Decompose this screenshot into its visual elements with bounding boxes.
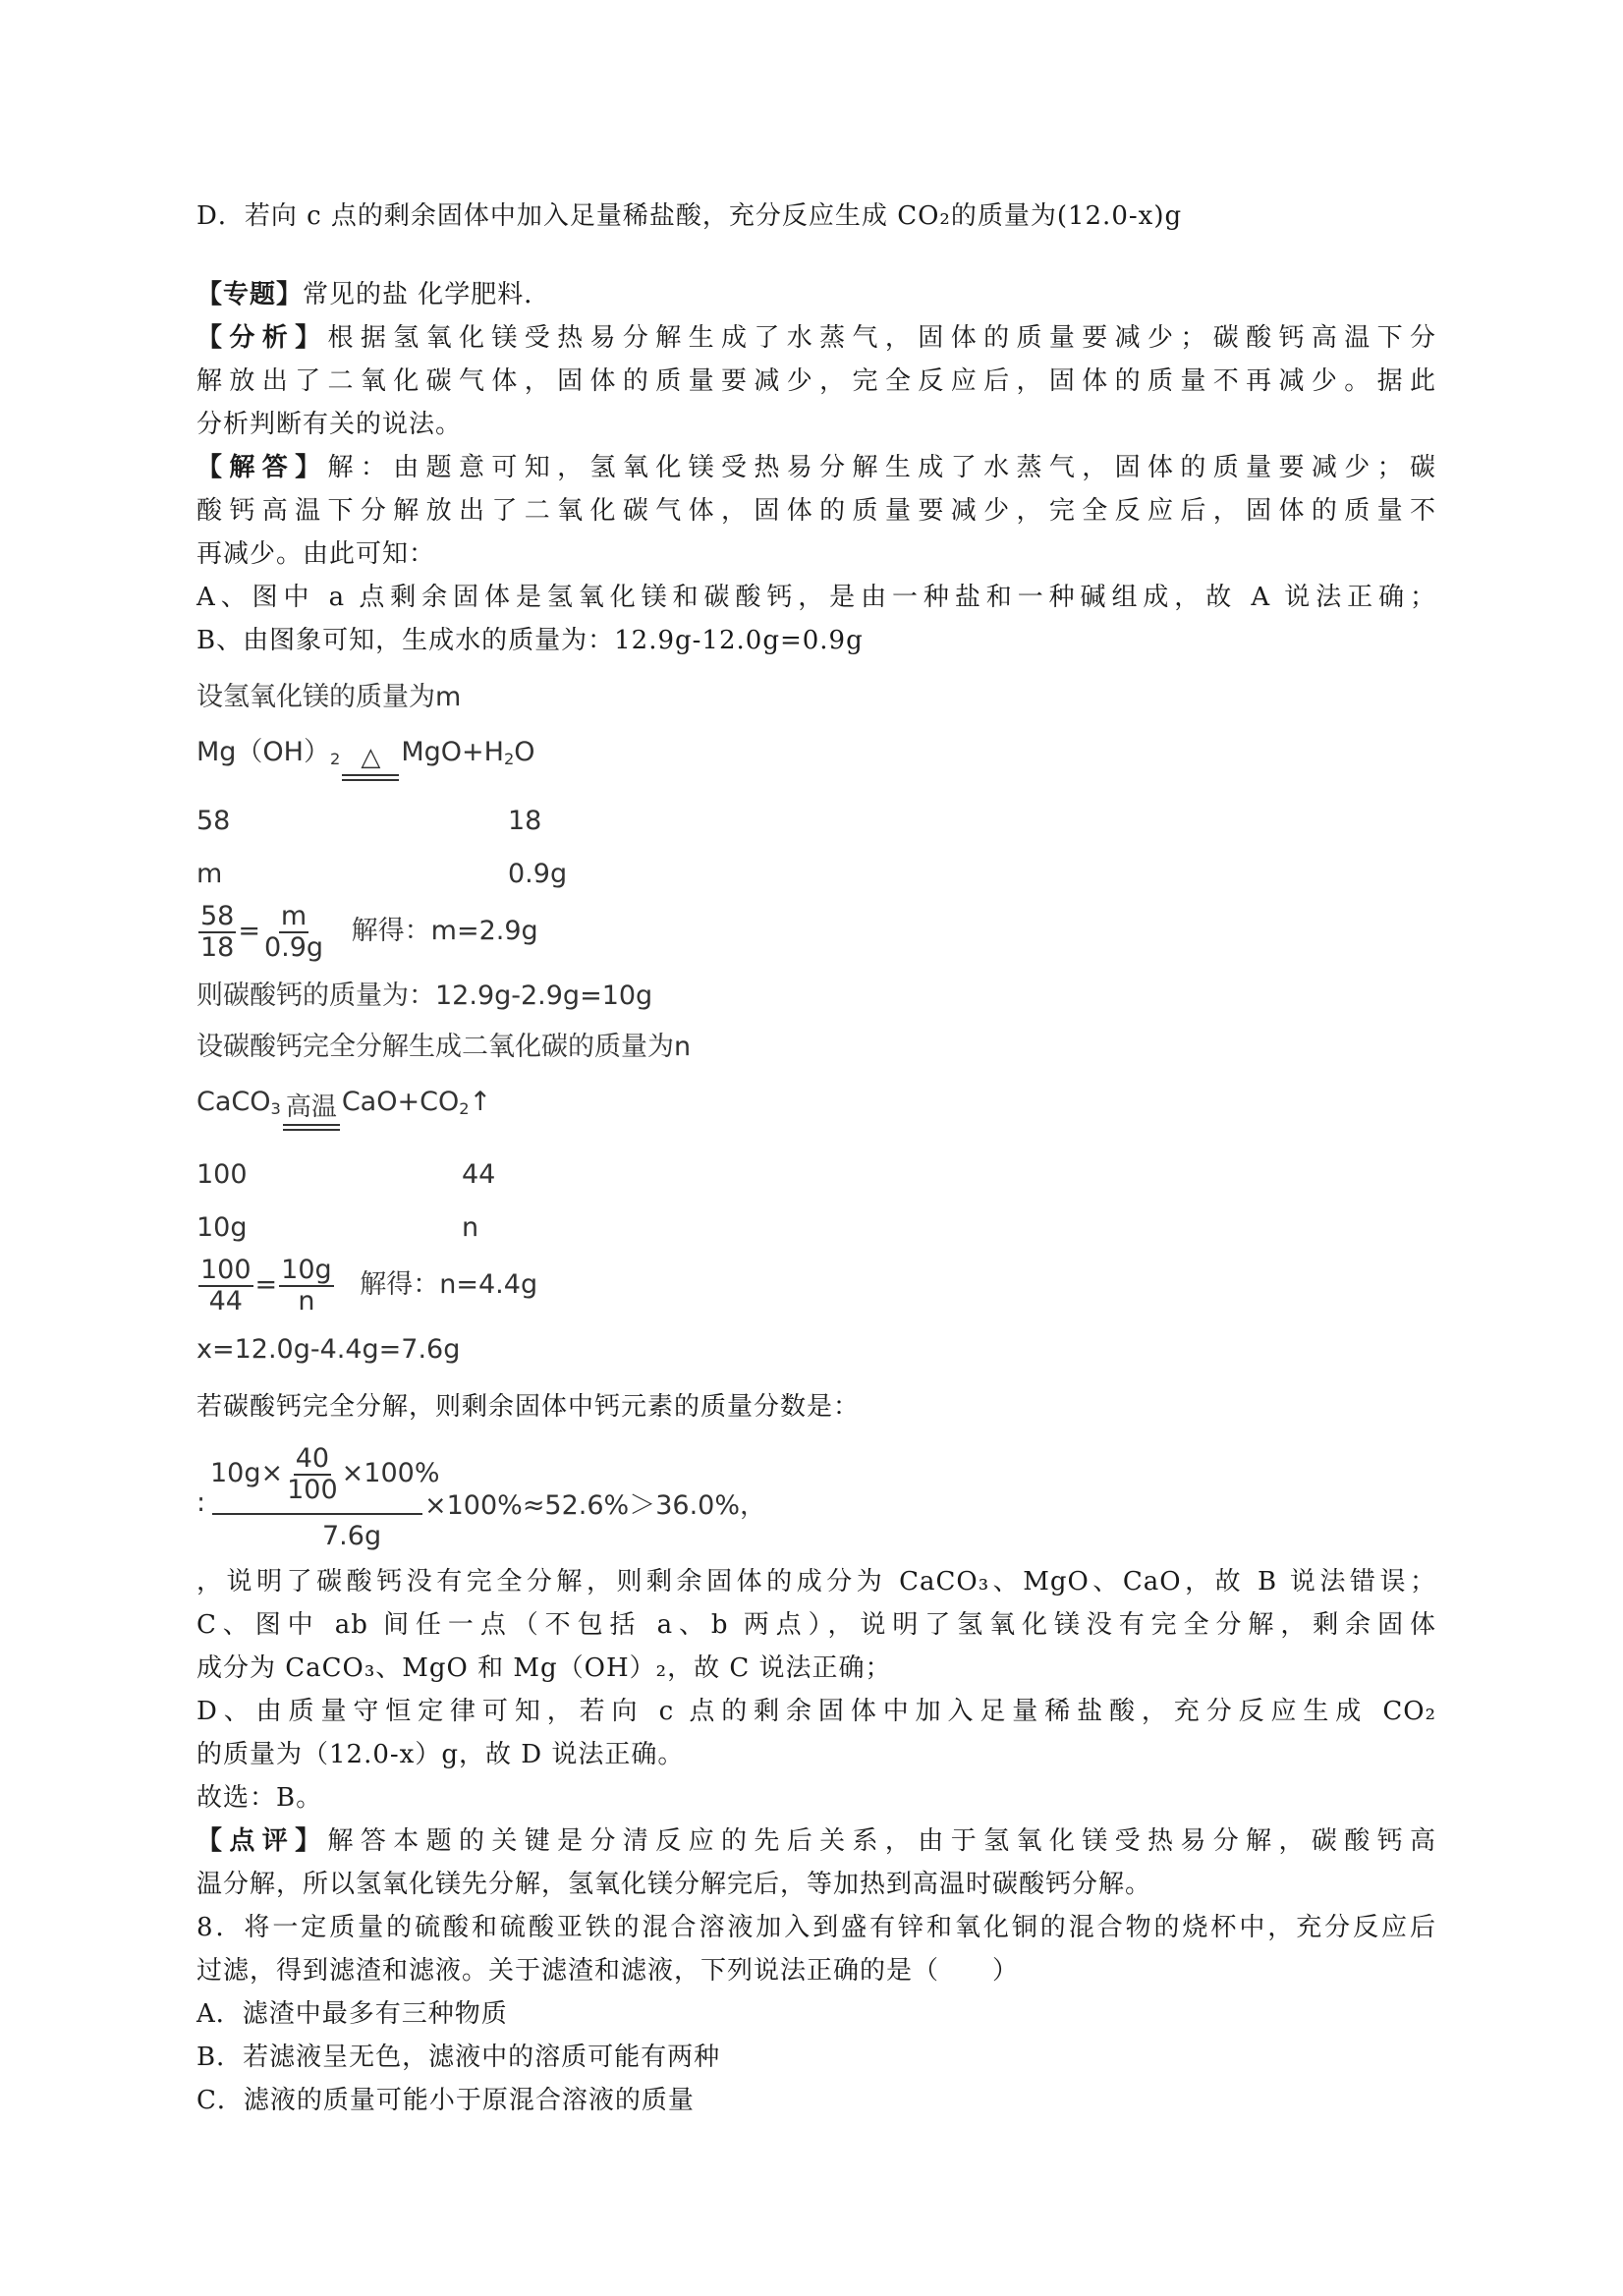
gas-arrow: ↑ (469, 1087, 492, 1117)
ratio-row-3a: 100 (196, 1159, 248, 1190)
set-m-line: 设氢氧化镁的质量为m (196, 682, 462, 712)
eq1-right: MgO+H (401, 737, 504, 767)
fraction-m-09g (262, 902, 325, 962)
inner-fraction (285, 1444, 340, 1504)
double-line (283, 1124, 340, 1131)
colon: : (196, 1487, 206, 1518)
high-temp-label: 高温 (285, 1092, 337, 1122)
fraction-100-44 (198, 1256, 253, 1316)
answer-label: 【解答】 (196, 453, 328, 482)
result-n: 解得：n=4.4g (360, 1269, 538, 1301)
double-line (342, 774, 399, 781)
frac-num: 10g (281, 1255, 332, 1285)
frac-num: 58 (200, 901, 235, 931)
equals-sign: = (254, 1269, 278, 1301)
topic-line (196, 273, 550, 316)
analysis-line-1 (196, 316, 1436, 360)
conclusion-line-2: C、图中 ab 间任一点（不包括 a、b 两点），说明了氢氧化镁没有完全分解，剩余固体 (196, 1610, 1436, 1640)
comment-line-2: 温分解，所以氢氧化镁先分解，氢氧化镁分解完后，等加热到高温时碳酸钙分解。 (196, 1870, 1152, 1899)
answer-line-1 (196, 446, 1436, 489)
answer-text-1: 解：由题意可知，氢氧化镁受热易分解生成了水蒸气，固体的质量要减少；碳 (327, 453, 1436, 482)
frac-den: 18 (200, 931, 235, 963)
equals-sign: = (238, 916, 260, 947)
caco3-mass-line: 则碳酸钙的质量为：12.9g-2.9g=10g (196, 980, 653, 1011)
answer-line-2: 酸钙高温下分解放出了二氧化碳气体，固体的质量要减少，完全反应后，固体的质量不 (196, 496, 1436, 526)
calcium-denominator: 7.6g (322, 1521, 382, 1551)
conclusion-line-4: D、由质量守恒定律可知，若向 c 点的剩余固体中加入足量稀盐酸，充分反应生成 CO₂ (196, 1697, 1436, 1726)
comment-label: 【点评】 (196, 1826, 328, 1856)
ratio-row-1b: 18 (508, 806, 542, 836)
answer-line-5: B、由图象可知，生成水的质量为：12.9g-12.0g=0.9g (196, 626, 864, 655)
frac-num: 40 (295, 1443, 330, 1474)
analysis-line-3: 分析判断有关的说法。 (196, 410, 463, 439)
ratio-row-4a: 10g (196, 1212, 248, 1243)
q7-option-d: D．若向 c 点的剩余固体中加入足量稀盐酸，充分反应生成 CO₂的质量为(12.0-x)g (196, 201, 1183, 231)
eq1-sub: 2 (330, 750, 341, 768)
frac-den: 100 (287, 1474, 338, 1505)
proportion-2 (196, 1256, 537, 1316)
ratio-row-3b: 44 (462, 1159, 496, 1190)
q8-option-c: C．滤液的质量可能小于原混合溶液的质量 (196, 2086, 695, 2115)
heat-symbol: △ (361, 743, 381, 772)
conclusion-line-1: ，说明了碳酸钙没有完全分解，则剩余固体的成分为 CaCO₃、MgO、CaO，故 B 说法错误； (196, 1567, 1437, 1596)
heat-condition (342, 745, 399, 781)
comment-text-1: 解答本题的关键是分清反应的先后关系，由于氢氧化镁受热易分解，碳酸钙高 (327, 1826, 1436, 1856)
fraction-10g-n (279, 1256, 334, 1316)
conclusion-line-5: 的质量为（12.0-x）g，故 D 说法正确。 (196, 1740, 685, 1769)
result-m: 解得：m=2.9g (351, 916, 538, 947)
calcium-result: ×100%≈52.6%＞36.0%， (424, 1490, 766, 1521)
eq2-sub: 3 (270, 1099, 281, 1118)
eq2-right-sub: 2 (459, 1099, 470, 1118)
set-n-line: 设碳酸钙完全分解生成二氧化碳的质量为n (196, 1032, 692, 1062)
frac-den: n (298, 1285, 315, 1316)
equation-caco3 (196, 1081, 491, 1131)
answer-line-4: A、图中 a 点剩余固体是氢氧化镁和碳酸钙，是由一种盐和一种碱组成，故 A 说法正确； (196, 583, 1436, 612)
fraction-58-18 (198, 902, 236, 962)
equation-mgoh2 (196, 731, 535, 781)
analysis-text-1: 根据氢氧化镁受热易分解生成了水蒸气，固体的质量要减少；碳酸钙高温下分 (327, 323, 1436, 353)
num-pre: 10g× (210, 1458, 284, 1489)
comment-line-1 (196, 1820, 1436, 1863)
answer-line-3: 再减少。由此可知： (196, 539, 436, 569)
q8-option-b: B．若滤液呈无色，滤液中的溶质可能有两种 (196, 2043, 721, 2072)
q8-stem-1: 8．将一定质量的硫酸和硫酸亚铁的混合溶液加入到盛有锌和氧化铜的混合物的烧杯中，充分反应后 (196, 1913, 1436, 1942)
ratio-row-2b: 0.9g (508, 859, 568, 889)
num-post: ×100% (341, 1458, 440, 1489)
ratio-row-4b: n (462, 1212, 479, 1243)
topic-label: 【专题】 (196, 280, 304, 309)
ratio-row-2a: m (196, 859, 223, 889)
frac-den: 44 (208, 1285, 243, 1316)
eq1-right-sub: 2 (503, 750, 515, 768)
proportion-1 (196, 902, 538, 962)
analysis-line-2: 解放出了二氧化碳气体，固体的质量要减少，完全反应后，固体的质量不再减少。据此 (196, 366, 1436, 396)
frac-num: m (280, 901, 308, 931)
q8-option-a: A．滤渣中最多有三种物质 (196, 1999, 508, 2029)
topic-text: 常见的盐 化学肥料． (303, 280, 551, 309)
fraction-bar (212, 1513, 422, 1515)
calcium-intro: 若碳酸钙完全分解，则剩余固体中钙元素的质量分数是： (196, 1392, 861, 1422)
calcium-numerator (210, 1444, 440, 1504)
analysis-label: 【分析】 (196, 323, 328, 353)
x-value-line: x=12.0g-4.4g=7.6g (196, 1334, 461, 1365)
q8-stem-2: 过滤，得到滤渣和滤液。关于滤渣和滤液，下列说法正确的是（ ） (196, 1956, 1020, 1986)
eq2-left: CaCO (196, 1087, 271, 1117)
frac-num: 100 (200, 1255, 252, 1285)
conclusion-line-6: 故选：B。 (196, 1783, 323, 1813)
frac-den: 0.9g (263, 931, 324, 963)
conclusion-line-3: 成分为 CaCO₃、MgO 和 Mg（OH）₂，故 C 说法正确； (196, 1653, 892, 1683)
high-temp-condition (283, 1094, 340, 1131)
eq1-left: Mg（OH） (196, 737, 330, 767)
ratio-row-1a: 58 (196, 806, 231, 836)
eq2-right: CaO+CO (341, 1087, 460, 1117)
eq1-right-end: O (514, 737, 535, 767)
